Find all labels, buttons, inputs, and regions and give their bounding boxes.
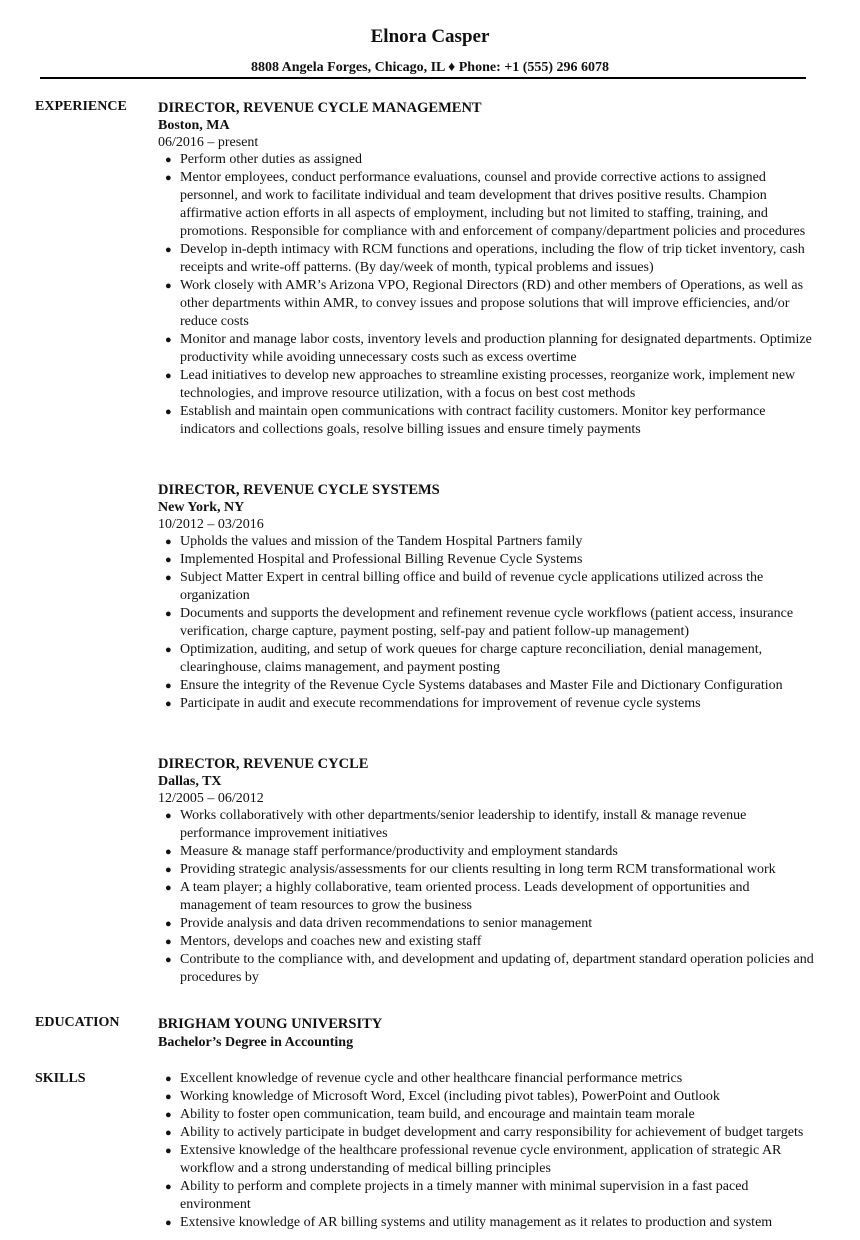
bullet-icon: ● (165, 608, 172, 620)
bullet-icon: ● (165, 936, 172, 948)
job-bullet-list (158, 151, 818, 439)
job-entry (158, 481, 818, 713)
job-title: DIRECTOR, REVENUE CYCLE MANAGEMENT (158, 100, 482, 116)
job-title: DIRECTOR, REVENUE CYCLE SYSTEMS (158, 482, 440, 498)
bullet-icon: ● (165, 954, 172, 966)
bullet-icon: ● (165, 918, 172, 930)
bullet-icon: ● (165, 1217, 172, 1229)
list-item (158, 367, 818, 403)
list-item (158, 861, 818, 879)
bullet-icon: ● (165, 536, 172, 548)
bullet-text: Lead initiatives to develop new approaches to streamline existing processes, reorganize work, implement new technologies, and improve resource utilization, with a focus on best cost methods (180, 368, 796, 401)
list-item (158, 151, 818, 169)
list-item (158, 1178, 818, 1214)
bullet-icon: ● (165, 882, 172, 894)
bullet-text: Mentors, develops and coaches new and existing staff (180, 934, 482, 949)
job-dates: 06/2016 – present (158, 135, 259, 150)
section-label-skills: SKILLS (35, 1071, 86, 1086)
list-item (158, 569, 818, 605)
job-location: New York, NY (158, 500, 245, 515)
list-item (158, 641, 818, 677)
bullet-text: Works collaboratively with other departments/senior leadership to identify, install & manage revenue performance improvement initiatives (180, 808, 747, 841)
bullet-icon: ● (165, 810, 172, 822)
list-item (158, 605, 818, 641)
list-item (158, 879, 818, 915)
bullet-text: Implemented Hospital and Professional Billing Revenue Cycle Systems (180, 552, 583, 567)
bullet-icon: ● (165, 1181, 172, 1193)
bullet-icon: ● (165, 680, 172, 692)
list-item (158, 551, 818, 569)
job-bullet-list (158, 533, 818, 713)
education-entry (158, 1015, 818, 1052)
list-item (158, 533, 818, 551)
bullet-text: Establish and maintain open communications with contract facility customers. Monitor key performance indicators and collections goals, resolve billing issues and ensure timely payments (180, 404, 766, 437)
bullet-text: Extensive knowledge of the healthcare professional revenue cycle environment, application of strategic AR workflow and a strong understanding of medical billing principles (180, 1143, 782, 1176)
list-item (158, 331, 818, 367)
job-dates: 12/2005 – 06/2012 (158, 791, 264, 806)
job-location: Boston, MA (158, 118, 230, 133)
job-bullet-list (158, 807, 818, 987)
list-item (158, 695, 818, 713)
bullet-icon: ● (165, 1109, 172, 1121)
skills-entry (158, 1070, 818, 1232)
list-item (158, 1088, 818, 1106)
list-item (158, 169, 818, 241)
list-item (158, 277, 818, 331)
bullet-text: Ability to actively participate in budget development and carry responsibility for achievement of budget targets (180, 1125, 804, 1140)
bullet-text: Extensive knowledge of AR billing systems and utility management as it relates to production and system (180, 1215, 773, 1230)
list-item (158, 1106, 818, 1124)
section-label-education: EDUCATION (35, 1015, 120, 1030)
bullet-icon: ● (165, 1127, 172, 1139)
job-title: DIRECTOR, REVENUE CYCLE (158, 756, 369, 772)
list-item (158, 933, 818, 951)
bullet-icon: ● (165, 172, 172, 184)
job-location: Dallas, TX (158, 774, 222, 789)
bullet-text: Work closely with AMR’s Arizona VPO, Regional Directors (RD) and other members of Operations, as well as other departments within AMR, to convey issues and propose solutions that will improve efficiencies, and/or reduce costs (180, 278, 804, 329)
bullet-icon: ● (165, 644, 172, 656)
list-item (158, 1124, 818, 1142)
job-dates: 10/2012 – 03/2016 (158, 517, 264, 532)
bullet-text: Providing strategic analysis/assessments for our clients resulting in long term RCM transformational work (180, 862, 776, 877)
bullet-text: Provide analysis and data driven recommendations to senior management (180, 916, 593, 931)
bullet-text: Ensure the integrity of the Revenue Cycle Systems databases and Master File and Dictionary Configuration (180, 678, 783, 693)
bullet-text: Measure & manage staff performance/productivity and employment standards (180, 844, 618, 859)
resume-name: Elnora Casper (370, 26, 490, 47)
list-item (158, 403, 818, 439)
bullet-icon: ● (165, 244, 172, 256)
bullet-text: Ability to foster open communication, team build, and encourage and maintain team morale (180, 1107, 695, 1122)
list-item (158, 1142, 818, 1178)
bullet-text: Mentor employees, conduct performance evaluations, counsel and provide corrective actions to assigned personnel, and work to facilitate individual and team development that drives positive results. Champion affirmative action efforts in all aspects of employment, including but not limited to staffing, training, and promotions. Responsible for compliance with and enforcement of company/department policies and procedures (180, 170, 806, 239)
education-degree: Bachelor’s Degree in Accounting (158, 1035, 354, 1050)
bullet-text: Monitor and manage labor costs, inventory levels and production planning for designated departments. Optimize productivity while avoiding unnecessary costs such as excess overtime (180, 332, 812, 365)
bullet-text: Optimization, auditing, and setup of work queues for charge capture reconciliation, denial management, clearinghouse, claims management, and payment posting (180, 642, 763, 675)
bullet-icon: ● (165, 280, 172, 292)
bullet-text: Excellent knowledge of revenue cycle and other healthcare financial performance metrics (180, 1071, 683, 1086)
education-school: BRIGHAM YOUNG UNIVERSITY (158, 1016, 383, 1032)
bullet-icon: ● (165, 1073, 172, 1085)
contact-line: 8808 Angela Forges, Chicago, IL ♦ Phone: +1 (555) 296 6078 (250, 60, 610, 75)
bullet-text: Develop in-depth intimacy with RCM functions and operations, including the flow of trip ticket inventory, cash receipts and write-off patterns. (By day/week of month, typical problems and issues) (180, 242, 805, 275)
section-label-experience: EXPERIENCE (35, 99, 127, 114)
bullet-icon: ● (165, 864, 172, 876)
bullet-text: Participate in audit and execute recommendations for improvement of revenue cycle systems (180, 696, 701, 711)
bullet-icon: ● (165, 370, 172, 382)
list-item (158, 807, 818, 843)
bullet-icon: ● (165, 554, 172, 566)
bullet-text: Working knowledge of Microsoft Word, Excel (including pivot tables), PowerPoint and Outlook (180, 1089, 720, 1104)
bullet-icon: ● (165, 1145, 172, 1157)
list-item (158, 241, 818, 277)
bullet-icon: ● (165, 846, 172, 858)
bullet-icon: ● (165, 406, 172, 418)
bullet-text: Subject Matter Expert in central billing office and build of revenue cycle applications utilized across the organization (180, 570, 764, 603)
bullet-icon: ● (165, 572, 172, 584)
bullet-icon: ● (165, 1091, 172, 1103)
bullet-text: A team player; a highly collaborative, team oriented process. Leads development of opportunities and management of team resources to grow the business (180, 880, 750, 913)
bullet-text: Perform other duties as assigned (180, 152, 362, 167)
bullet-icon: ● (165, 698, 172, 710)
bullet-text: Documents and supports the development and refinement revenue cycle workflows (patient access, insurance verification, charge capture, payment posting, self-pay and patient follow-up management) (180, 606, 794, 639)
job-entry (158, 99, 818, 439)
bullet-text: Upholds the values and mission of the Tandem Hospital Partners family (180, 534, 583, 549)
list-item (158, 843, 818, 861)
header-divider (40, 77, 806, 79)
bullet-text: Ability to perform and complete projects in a timely manner with minimal supervision in a fast paced environment (180, 1179, 749, 1212)
list-item (158, 915, 818, 933)
list-item (158, 1214, 818, 1232)
list-item (158, 951, 818, 987)
job-entry (158, 755, 818, 987)
skills-bullet-list (158, 1070, 818, 1232)
bullet-icon: ● (165, 334, 172, 346)
bullet-text: Contribute to the compliance with, and development and updating of, department standard operation policies and procedures by (180, 952, 814, 985)
list-item (158, 1070, 818, 1088)
list-item (158, 677, 818, 695)
bullet-icon: ● (165, 154, 172, 166)
